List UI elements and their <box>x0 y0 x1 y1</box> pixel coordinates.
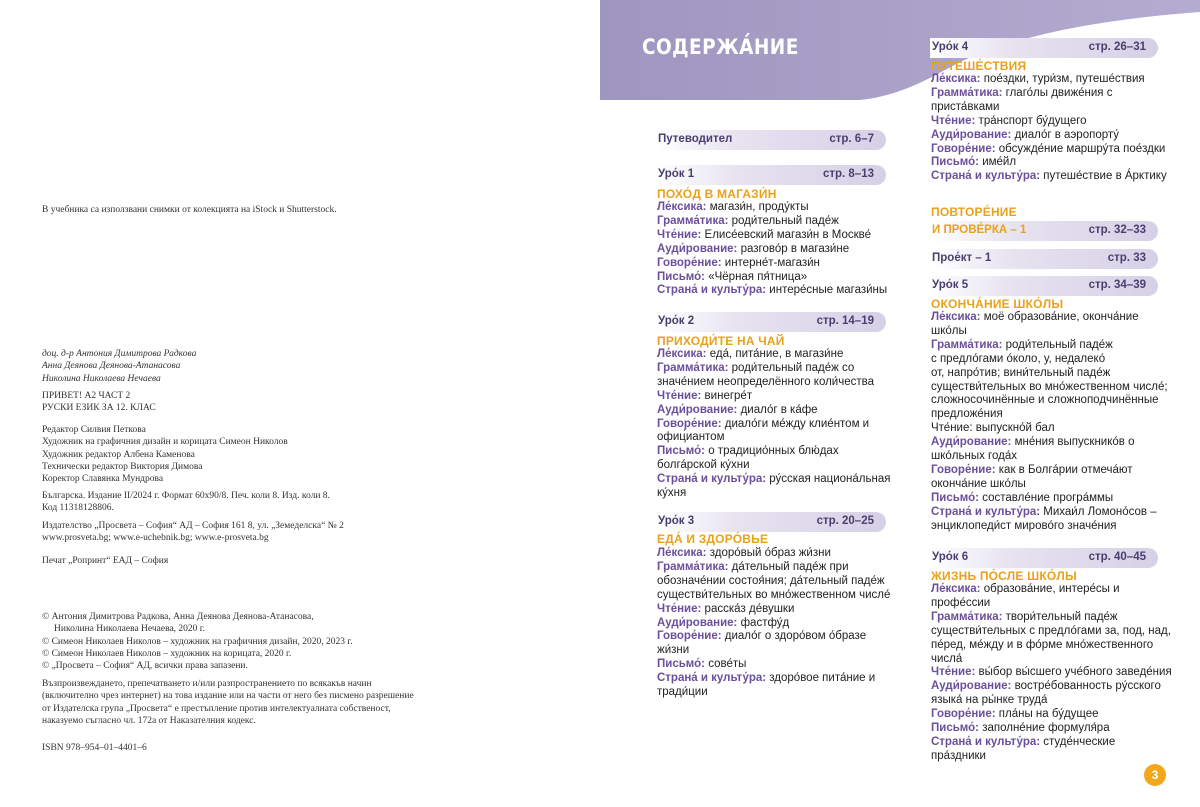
authors: доц. д-р Антония Димитрова Радкова Анна Деянова Деянова-Атанасова Николина Николаева Нечаева <box>42 349 197 384</box>
lesson-5-title: ОКОНЧА́НИЕ ШКО́ЛЫ <box>931 297 1064 311</box>
lesson-1-contents <box>657 201 887 298</box>
toc-line-keyword: Говоре́ние: <box>657 417 722 430</box>
toc-entry-guide[interactable]: Путеводител стр. 6–7 <box>656 130 886 150</box>
toc-line <box>657 644 890 658</box>
lesson-4-title: ПУТЕШЕ́СТВИЯ <box>931 59 1027 73</box>
toc-line-keyword: Письмо́: <box>657 445 706 458</box>
toc-line <box>657 589 890 603</box>
toc-line-text: интере́сные магази́ны <box>766 284 888 297</box>
toc-entry-lesson-1[interactable]: Уро́к 1 стр. 8–13 <box>656 165 886 185</box>
toc-line-text: жи́зни <box>657 644 690 657</box>
toc-line-text: диало́г в аэропорту́ <box>1011 128 1120 141</box>
toc-line-keyword: Говоре́ние: <box>931 708 996 721</box>
toc-line <box>657 201 887 215</box>
toc-line-text: вы́бор вы́сшего уче́бного заведе́ния <box>975 666 1172 679</box>
toc-line-keyword: Говоре́ние: <box>657 256 722 269</box>
toc-line <box>931 394 1168 408</box>
toc-line <box>657 630 890 644</box>
toc-line-text: разгово́р в магази́не <box>737 242 850 255</box>
toc-line-keyword: Страна́ и культу́ра: <box>931 170 1041 183</box>
lesson-5-contents <box>931 311 1168 534</box>
toc-line-text: твори́тельный паде́ж <box>1002 610 1118 623</box>
toc-line-text: шко́лы <box>931 324 967 337</box>
lesson-2-contents <box>657 348 890 501</box>
toc-line-text: име́йл <box>979 156 1017 169</box>
toc-line-text: с предло́гами о́коло, у, недалеко́ <box>931 352 1106 365</box>
toc-line <box>931 408 1168 422</box>
toc-line-text: Чте́ние: выпускно́й бал <box>931 422 1055 435</box>
toc-line-keyword: Ле́ксика: <box>657 201 707 213</box>
toc-line <box>931 611 1172 625</box>
toc-line <box>657 459 890 473</box>
lesson-1-title: ПОХО́Д В МАГАЗИ́Н <box>657 187 777 201</box>
toc-line <box>931 708 1172 722</box>
toc-line <box>931 694 1172 708</box>
toc-line-text: офиц́иантом <box>657 431 725 444</box>
toc-heading: СОДЕРЖА́НИЕ <box>642 35 799 59</box>
lesson-4-contents <box>931 73 1167 184</box>
toc-line-keyword: Ауди́рование: <box>657 242 738 255</box>
toc-line-text: ку́хня <box>657 487 687 500</box>
toc-line-text: ру́сская национа́льная <box>766 473 891 486</box>
toc-line-keyword: Страна́ и культу́ра: <box>657 672 767 685</box>
toc-line-text: предложе́ния <box>931 408 1003 421</box>
toc-line-text: еда́, пита́ние, в магази́не <box>706 348 844 360</box>
toc-line-text: тра́нспорт бу́дущего <box>975 114 1087 127</box>
toc-line-text: болга́рской ку́хни <box>657 459 750 472</box>
toc-line-text: расска́з де́вушки <box>701 602 795 615</box>
toc-line <box>657 672 890 686</box>
toc-line <box>657 229 887 243</box>
toc-line-keyword: Грамма́тика: <box>931 610 1003 623</box>
toc-line <box>657 487 890 501</box>
edition-info: Българска. Издание II/2024 г. Формат 60х90/8. Печ. коли 8. Изд. коли 8. Код 11318128806. <box>42 491 330 514</box>
toc-line-keyword: Грамма́тика: <box>657 361 729 374</box>
toc-line <box>931 170 1167 184</box>
toc-line-text: путеше́ствие в А́рктику <box>1040 170 1167 183</box>
toc-line-text: роди́тельный паде́ж <box>728 214 839 227</box>
toc-line-text: шко́льных года́х <box>931 450 1017 463</box>
toc-line <box>931 339 1168 353</box>
toc-line <box>931 750 1172 764</box>
toc-line-text: существи́тельных во мно́жественном числе́ <box>657 588 891 601</box>
toc-line-keyword: Чте́ние: <box>657 389 702 402</box>
toc-line <box>931 436 1168 450</box>
toc-line-keyword: Ауди́рование: <box>931 680 1012 693</box>
legal-notice: Възпроизвеждането, препечатването и/или разпространението по всякакъв начин (включително чрез интернет) на това издание или на части от него без писмено разрешение от Издателска група „Просвета“ е престъпление против интелектуалната собственост, наказуемо съгласно чл. 172а от Наказателния кодекс. <box>42 679 414 726</box>
toc-line <box>931 129 1167 143</box>
toc-line-keyword: Чте́ние: <box>657 228 702 241</box>
toc-line-text: глаго́лы движе́ния с <box>1002 86 1113 99</box>
toc-line <box>931 639 1172 653</box>
toc-line-keyword: Страна́ и культу́ра: <box>657 284 767 297</box>
toc-line <box>657 243 887 257</box>
toc-line-keyword: Грамма́тика: <box>931 338 1003 351</box>
toc-line <box>657 404 890 418</box>
toc-line-text: «Чёрная пя́тница» <box>705 270 808 283</box>
toc-line <box>657 390 890 404</box>
toc-line <box>931 381 1168 395</box>
toc-line-text: обсужде́ние маршру́та пое́здки <box>995 142 1166 155</box>
toc-line <box>657 473 890 487</box>
toc-line <box>931 450 1168 464</box>
photos-note: В учебника са използвани снимки от колекцията на iStock и Shutterstock. <box>42 205 337 215</box>
toc-line <box>657 257 887 271</box>
toc-line-keyword: Чте́ние: <box>931 114 976 127</box>
toc-line <box>931 325 1168 339</box>
toc-line <box>657 284 887 298</box>
toc-entry-review[interactable]: И ПРОВЕ́РКА – 1 стр. 32–33 <box>930 221 1158 241</box>
toc-line-keyword: Письмо́: <box>931 156 980 169</box>
toc-line-text: оконча́ние шко́лы <box>931 477 1026 490</box>
toc-line-text: мне́ния выпускнико́в о <box>1011 436 1135 449</box>
toc-line-text: сложносочинённые и сложноподчинённые <box>931 394 1159 407</box>
toc-line-text: Михаи́л Ломоно́сов – <box>1040 505 1157 518</box>
lesson-3-title: ЕДА́ И ЗДОРО́ВЬЕ <box>657 532 769 546</box>
toc-line <box>931 367 1168 381</box>
toc-line-text: интерне́т-магази́н <box>721 256 820 269</box>
toc-line-text: приста́вками <box>931 100 1000 113</box>
lesson-6-contents <box>931 583 1172 764</box>
toc-entry-lesson-5[interactable]: Уро́к 5 стр. 34–39 <box>930 276 1158 296</box>
staff-list: Редактор Силвия Петкова Художник на графичния дизайн и корицата Симеон Николов Художник редактор Албена Каменова Технически редактор Виктория Димова Коректор Славянка Мундрова <box>42 425 288 485</box>
toc-line-text: фастфу́д <box>737 616 790 629</box>
toc-line <box>931 87 1167 101</box>
toc-line-keyword: Страна́ и культу́ра: <box>931 735 1041 748</box>
toc-line-text: магази́н, проду́кты <box>706 201 809 213</box>
toc-line-text: здоро́вый о́браз жи́зни <box>706 547 831 559</box>
toc-line-keyword: Говоре́ние: <box>657 630 722 643</box>
toc-line-keyword: Ауди́рование: <box>931 436 1012 449</box>
toc-line-keyword: Письмо́: <box>657 270 706 283</box>
toc-line-text: пе́ред, ме́жду и в фо́рме мно́жественного <box>931 638 1154 651</box>
toc-line-text: заполне́ние формуля́ра <box>979 722 1110 735</box>
toc-line-text: тради́ции <box>657 686 708 699</box>
toc-line-keyword: Ауди́рование: <box>657 616 738 629</box>
toc-line-keyword: Ле́ксика: <box>931 73 981 85</box>
toc-line <box>931 311 1168 325</box>
toc-line-keyword: Страна́ и культу́ра: <box>931 505 1041 518</box>
toc-line-text: диало́г в ка́фе <box>737 403 818 416</box>
toc-line-keyword: Грамма́тика: <box>657 214 729 227</box>
toc-line-text: о традицио́нных блю́дах <box>705 445 839 458</box>
toc-line-text: Елисе́евский магази́н в Москве́ <box>701 228 872 241</box>
toc-line-keyword: Говоре́ние: <box>931 463 996 476</box>
toc-line-keyword: Ауди́рование: <box>657 403 738 416</box>
toc-line-text: да́тельный паде́ж при <box>728 560 849 573</box>
toc-line <box>657 362 890 376</box>
toc-line-text: пое́здки, тури́зм, путеше́ствия <box>980 73 1145 85</box>
toc-line <box>657 418 890 432</box>
toc-line-keyword: Письмо́: <box>931 722 980 735</box>
toc-line-text: образова́ние, интере́сы и <box>980 583 1120 595</box>
toc-line-text: винегре́т <box>701 389 753 402</box>
toc-line-text: моё образова́ние, оконча́ние <box>980 311 1139 323</box>
toc-line <box>931 353 1168 367</box>
toc-line-text: существи́тельных с предло́гами за, под, над, <box>931 624 1171 637</box>
toc-line-text: студе́нческие <box>1040 735 1116 748</box>
toc-line <box>931 653 1172 667</box>
toc-line <box>657 431 890 445</box>
toc-entry-lesson-3[interactable]: Уро́к 3 стр. 20–25 <box>656 512 886 532</box>
toc-line-keyword: Страна́ и культу́ра: <box>657 473 767 486</box>
toc-line-keyword: Грамма́тика: <box>657 560 729 573</box>
lesson-6-title: ЖИЗНЬ ПО́СЛЕ ШКО́ЛЫ <box>931 569 1077 583</box>
toc-line <box>931 464 1168 478</box>
toc-entry-lesson-4[interactable]: Уро́к 4 стр. 26–31 <box>930 38 1158 58</box>
toc-line <box>931 736 1172 750</box>
toc-line <box>657 561 890 575</box>
toc-line-text: числа́ <box>931 652 963 665</box>
toc-line-text: здоро́вое пита́ние и <box>766 672 876 685</box>
toc-line <box>931 680 1172 694</box>
toc-line <box>931 625 1172 639</box>
toc-line <box>931 73 1167 87</box>
toc-line-text: составле́ние програ́ммы <box>979 491 1114 504</box>
toc-line <box>931 666 1172 680</box>
toc-line-keyword: Говоре́ние: <box>931 142 996 155</box>
toc-line-text: энциклопеди́ст мирово́го значе́ния <box>931 519 1117 532</box>
toc-line-keyword: Письмо́: <box>657 658 706 671</box>
toc-line-text: востре́бованность ру́сского <box>1011 680 1161 693</box>
toc-line-keyword: Чте́ние: <box>931 666 976 679</box>
toc-entry-lesson-2[interactable]: Уро́к 2 стр. 14–19 <box>656 312 886 332</box>
lesson-3-contents <box>657 547 890 700</box>
toc-line <box>657 271 887 285</box>
toc-line-text: от, напро́тив; вини́тельный паде́ж <box>931 366 1111 379</box>
toc-line <box>657 575 890 589</box>
toc-line-text: роди́тельный паде́ж <box>1002 338 1113 351</box>
toc-line <box>931 143 1167 157</box>
toc-line <box>657 686 890 700</box>
toc-entry-lesson-6[interactable]: Уро́к 6 стр. 40–45 <box>930 548 1158 568</box>
book-title: ПРИВЕТ! А2 ЧАСТ 2 РУСКИ ЕЗИК ЗА 12. КЛАС <box>42 391 156 414</box>
toc-line <box>657 376 890 390</box>
toc-line-text: как в Болга́рии отмеча́ют <box>995 463 1133 476</box>
toc-line <box>931 520 1168 534</box>
toc-line <box>931 597 1172 611</box>
toc-line-text: значе́нием неопределённого коли́чества <box>657 375 875 388</box>
toc-line <box>931 722 1172 736</box>
toc-line-text: диало́г о здоро́вом о́бразе <box>721 630 867 643</box>
toc-line <box>657 445 890 459</box>
review-title: ПОВТОРЕ́НИЕ <box>931 205 1017 219</box>
toc-line-text: профе́ссии <box>931 596 991 609</box>
toc-line-keyword: Грамма́тика: <box>931 86 1003 99</box>
toc-line <box>931 583 1172 597</box>
toc-line-keyword: Ауди́рование: <box>931 128 1012 141</box>
toc-line-text: обозначе́нии состоя́ния; да́тельный паде́ж <box>657 574 885 587</box>
copyright-block: © Антония Димитрова Радкова, Анна Деянова Деянова-Атанасова, Николина Николаева Нечаева, 2020 г. © Симеон Николаев Николов – художник на графичния дизайн, 2020, 2023 г. © Симеон Николаев Николов – художник на корицата, 2020 г. © „Просвета – София“ АД, всички права запазени. <box>42 612 353 672</box>
toc-line-keyword: Чте́ние: <box>657 602 702 615</box>
toc-line-text: пла́ны на бу́дущее <box>995 708 1099 721</box>
lesson-2-title: ПРИХОДИ́ТЕ НА ЧАЙ <box>657 334 785 348</box>
toc-line-text: роди́тельный паде́ж со <box>728 361 855 374</box>
toc-line-text: сове́ты <box>705 658 747 671</box>
toc-line <box>931 506 1168 520</box>
isbn: ISBN 978–954–01–4401–6 <box>42 743 147 753</box>
toc-line <box>657 215 887 229</box>
toc-line <box>931 101 1167 115</box>
toc-line <box>931 492 1168 506</box>
page-number-badge: 3 <box>1144 764 1166 786</box>
toc-line-keyword: Письмо́: <box>931 491 980 504</box>
toc-line <box>657 547 890 561</box>
toc-line-keyword: Ле́ксика: <box>931 311 981 323</box>
toc-line-keyword: Ле́ксика: <box>931 583 981 595</box>
publisher-info: Издателство „Просвета – София“ АД – София 161 8, ул. „Земеделска“ № 2 www.prosveta.bg; www.e-uchebnik.bg; www.e-prosveta.bg <box>42 521 344 544</box>
toc-line <box>931 115 1167 129</box>
toc-line-text: существи́тельных во мно́жественном числе́; <box>931 380 1168 393</box>
toc-line <box>657 658 890 672</box>
toc-line-text: пра́здники <box>931 749 986 762</box>
toc-line-keyword: Ле́ксика: <box>657 348 707 360</box>
toc-line <box>657 348 890 362</box>
toc-line <box>657 603 890 617</box>
toc-entry-project[interactable]: Прое́кт – 1 стр. 33 <box>930 249 1158 269</box>
toc-line-text: диало́ги ме́жду клие́нтом и <box>721 417 870 430</box>
print-info: Печат „Ропринт“ ЕАД – София <box>42 556 169 566</box>
toc-line-keyword: Ле́ксика: <box>657 547 707 559</box>
toc-line <box>931 478 1168 492</box>
toc-line <box>657 617 890 631</box>
toc-line-text: языка́ на ры́нке труда́ <box>931 694 1048 707</box>
toc-line <box>931 422 1168 436</box>
toc-line <box>931 156 1167 170</box>
